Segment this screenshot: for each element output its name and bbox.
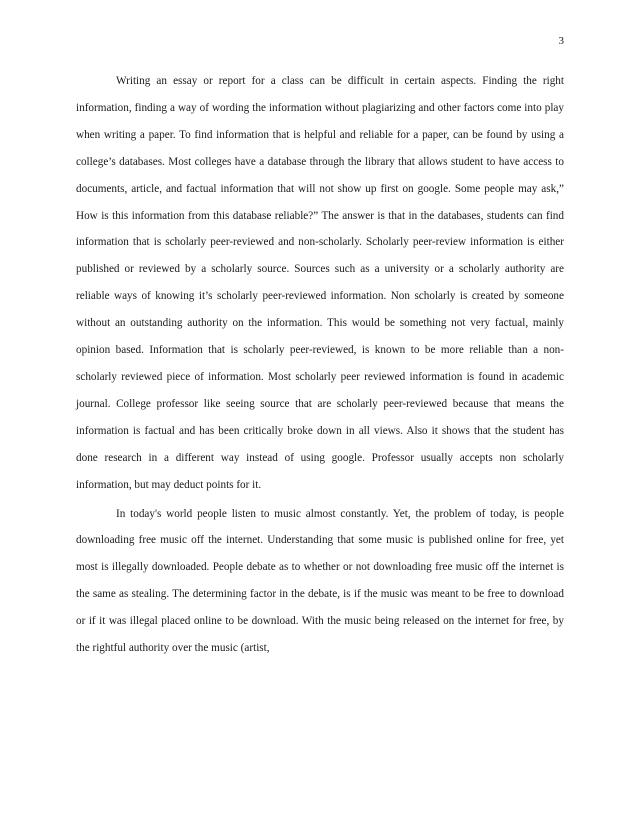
- body-text: [76, 68, 564, 662]
- paragraph-music-downloading: In today's world people listen to music almost constantly. Yet, the problem of today, is people downloading free music off the internet. Understanding that some music is published online for free, yet most is illegally downloaded. People debate as to whether or not downloading free music off the internet is the same as stealing. The determining factor in the debate, is if the music was meant to be free to download or if it was illegal placed online to be download. With the music being released on the internet for free, by the rightful authority over the music (artist,: [76, 507, 564, 655]
- page-number: 3: [558, 35, 564, 47]
- paragraph-research-sources: Writing an essay or report for a class can be difficult in certain aspects. Finding the right information, finding a way of wording the information without plagiarizing and other factors come into play when writing a paper. To find information that is helpful and reliable for a paper, can be found by using a college’s databases. Most colleges have a database through the library that allows student to have access to documents, article, and factual information that will not show up first on google. Some people may ask,” How is this information from this database reliable?” The answer is that in the databases, students can find information that is scholarly peer-reviewed and non-scholarly. Scholarly peer-review information is either published or reviewed by a scholarly source. Sources such as a university or a scholarly authority are reliable ways of knowing it’s scholarly peer-reviewed information. Non scholarly is created by someone without an outstanding authority on the information. This would be something not very factual, mainly opinion based. Information that is scholarly peer-reviewed, is known to be more reliable than a non-scholarly reviewed piece of information. Most scholarly peer reviewed information is found in academic journal. College professor like seeing source that are scholarly peer-reviewed because that means the information is factual and has been critically broke down in all views. Also it shows that the student has done research in a different way instead of using google. Professor usually accepts non scholarly information, but may deduct points for it.: [76, 75, 564, 491]
